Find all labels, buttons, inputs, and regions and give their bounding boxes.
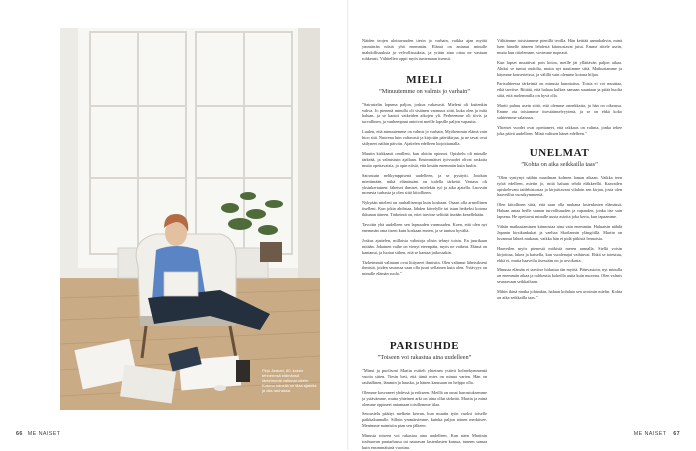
left-folio [16, 431, 60, 437]
photo-caption: Pirjo Jaskari, 60, kokee tehneensä elämänsä tärkeimmät valinnat oikein. Kotona hänellä on tilaa ajatella ja olla rauhassa. [262, 368, 317, 393]
page-gutter [347, 0, 349, 450]
right-folio [634, 431, 680, 437]
body-paragraph: Sairastuin nelikymppisenä uudelleen, ja se pysäytti. Jouduin miettimään, mikä elämässäni on todella tärkeää. Vastaus oli yksinkertainen: läheiset ihmiset, mielekäs työ ja aika ajatella. Luovuin monesta turhasta ja olen siitä kiitollinen. [362, 172, 487, 196]
column-2 [497, 38, 622, 305]
body-paragraph: Yhteiset vuodet ovat opettaneet, että rakkaus on valinta, jonka tekee joka päivä uudelleen. Minä valitsen hänet edelleen.” [497, 124, 622, 136]
body-paragraph: Olen kiitollinen siitä, että saan olla mukana lastenlasten elämässä. Haluan antaa heille saman turvallisuuden ja vapauden, jonka itse sain lapsena. He opettavat minulle uusia asioita joka kerta, kun tapaamme. [497, 202, 622, 220]
parisuhde-section [362, 340, 487, 450]
photo-illustration [60, 28, 320, 410]
section-heading-mieli: MIELI [406, 73, 443, 86]
body-paragraph: Olemme kasvaneet yhdessä ja erikseen. Meillä on omat harrastuksemme ja ystävämme, mutta yhteinen arki on aina ollut tärkeää. Martin ja minä olemme oppineet antamaan toisillemme tilaa. [362, 389, 487, 407]
body-paragraph: Vähän matkustaminen kiinnostaa aina vain enemmän. Haluaisin nähdä Japanin kirsikankukat ja vaeltaa Skotlannin ylängöillä. Martin on luvannut lähteä mukaan, vaikka hän ei pidä pitkistä lennoista. [497, 224, 622, 241]
body-paragraph: Minusta toiseen voi rakastua aina uudelleen. Kun näen Martinin touhuavan puutarhassa tai nauravan lastenlasten kanssa, tunnen samaa kuin ensimmäisinä vuosina. [362, 433, 487, 450]
body-paragraph: Parisuhteessa tärkeintä on minusta kunnioitus. Toista ei voi muuttaa, eikä tarvitse. Riittää, että haluaa kulkea samaan suuntaan ja pitää huolta siitä, että molemmilla on hyvä olla. [497, 81, 622, 99]
body-paragraph: Mihin ikinä matka johtaakin, haluan kohdata sen avoimin mielin. Kohta on aika seikkailla taas.” [497, 289, 622, 301]
body-paragraph: Martti puhuu usein siitä, että olemme onnekkaita, ja hän on oikeassa. Emme ota toisiamme itsestäänselvyytenä, ja se on ehkä koko suhteemme salaisuus. [497, 103, 622, 120]
section-subheading-unelmat: ”Kohta on aika seikkailla taas” [521, 160, 598, 168]
section-heading-unelmat: UNELMAT [529, 146, 590, 159]
right-page-number: 67 [673, 431, 680, 437]
portrait-photo [60, 28, 320, 410]
right-page-label: ME NAISET [633, 431, 667, 437]
body-paragraph: ”Minut ja puolisoni Martin esitteli yhteinen ystävä kolmekymmentä vuotta sitten. Tiesin heti, että tämä mies on minua varten. Hän on rauhallinen, lämmin ja hauska, ja hänen kanssaan on helppo olla. [362, 368, 487, 385]
body-paragraph: Kun lapset muuttivat pois kotoa, meille jäi yllättävän paljon aikaa. Aluksi se tuntui oudolta, mutta nyt nautimme siitä. Matkustamme ja käymme konserteissa, ja välillä vain olemme kotona hiljaa. [497, 59, 622, 77]
section-heading-parisuhde: PARISUHDE [389, 340, 460, 352]
column-1 [362, 38, 487, 281]
body-paragraph: Haaveilen myös pienestä mökistä meren rannalla. Siellä voisin kirjoittaa, lukea ja katsella, kun vuodenajat vaihtuvat. Ehkä se toteutuu, ehkä ei, mutta haaveilu itsessään on jo arvokasta. [497, 245, 622, 263]
body-paragraph: Välitämme toisistamme pienillä teoilla. Hän keittää aamukahvin, minä luen hänelle ääneen lehdestä kiinnostavat jutut. Emme riitele usein, mutta kun riitelemme, sovimme nopeasti. [497, 38, 622, 55]
body-paragraph: Luulen, että minuutemme on valmis jo varhain. Myöhemmin elämä vain hioo sitä. Nuorena luin valtavasti ja kirjoitin päiväkirjaa, ja ne tavat ovat säilyneet näihin päiviin. Ajattelen edelleen kirjoittamalla. [362, 129, 487, 147]
intro-paragraph: Näiden teojen ulottuvuuden tiesin jo varhain, vaikka ajan myötä ymmärrän niistä yhä enemmän. Elämä on antanut minulle mahdollisuuksia ja velvollisuuksia, ja yritän aina ottaa ne vastaan rohkeasti. Vähitellen oppii myös tuntemaan itsensä. [362, 38, 487, 61]
section-subheading-parisuhde: ”Toiseen voi rakastua aina uudelleen” [377, 354, 472, 361]
body-paragraph: Muutin kirkkaasti omilleni, kun aloitin opinnot. Opiskelu oli minulle tärkeää, ja valmistuin ajallaan. Ensimmäiset työvuodet olivat raskaita mutta opettavaisia, ja opin niistä, että kestän enemmän kuin luulin. [362, 150, 487, 168]
body-paragraph: Tavoitin yhä uudelleen sen lapsuuden varmuuden. Koen, että olen nyt enemmän oma itseni kuin koskaan ennen, ja se tuntuu hyvältä. [362, 222, 487, 233]
body-paragraph: Tärkeimmät valintani ovat liittyneet ihmisiin. Olen valinnut läheisikseni ihmisiä, joiden seurassa saan olla juuri sellainen kuin olen. Ystävyys on minulle elämän suola.” [362, 259, 487, 277]
section-subheading-mieli: ”Minuutemme on valmis jo varhain” [378, 87, 471, 95]
left-page-label: ME NAISET [27, 431, 61, 437]
body-paragraph: Minusta elämän ei tarvitse hidastua iän myötä. Päinvastoin, nyt minulla on enemmän aikaa ja rohkeutta kokeilla uutta kuin nuorena. Olen valmis seuraavaan seikkailuun. [497, 267, 622, 285]
left-page-number: 66 [16, 431, 23, 437]
body-paragraph: Nykyään mieleni on rauhallisempi kuin koskaan. Osaan olla armollinen itselleni. Kun jokin ahdistaa, lähden kävelylle tai istun hetkeksi kotona ikkunan ääreen. Tärkeintä on, ettei tarvitse selittää itseään kenellekään. [362, 200, 487, 218]
body-paragraph: Joskus ajattelen, millaisia valintoja olisin tehnyt toisin. En juurikaan mitään. Jokainen vaihe on vienyt eteenpäin, myös ne vaikeat. Elämä on kantanut, ja luotan siihen, että se kantaa jatkossakin. [362, 237, 487, 255]
body-paragraph: ”Olen syntynyt näihin maailman kolmen laman aikaan. Vaikka teen työtä edelleen, mietin jo, mitä haluan tehdä eläkkeellä. Kaavailen opiskelevani taidehistoriaa ja kirjoittavani vihdoin sen kirjan, josta olen haaveillut vuosikymmeniä. [497, 174, 622, 198]
body-paragraph: Seurustelu päättyi melkein kerran, kun muutin työn vuoksi toiselle paikkakunnalle. Silloin ymmärsimme, kuinka paljon toinen merkitsee. Menimme naimisiin pian sen jälkeen. [362, 411, 487, 429]
body-paragraph: ”Sairastelin lapsena paljon, joskus vakavasti. Mieleni oli kuitenkin vahva. Jo pienenä minulla oli sisäinen varmuus siitä, kuka olen ja mitä haluan, ja se kantoi vaikeiden aikojen yli. Perheemme oli tiivis ja turvallinen, ja vanhempani antoivat meille lapsille paljon vapautta. [362, 101, 487, 125]
